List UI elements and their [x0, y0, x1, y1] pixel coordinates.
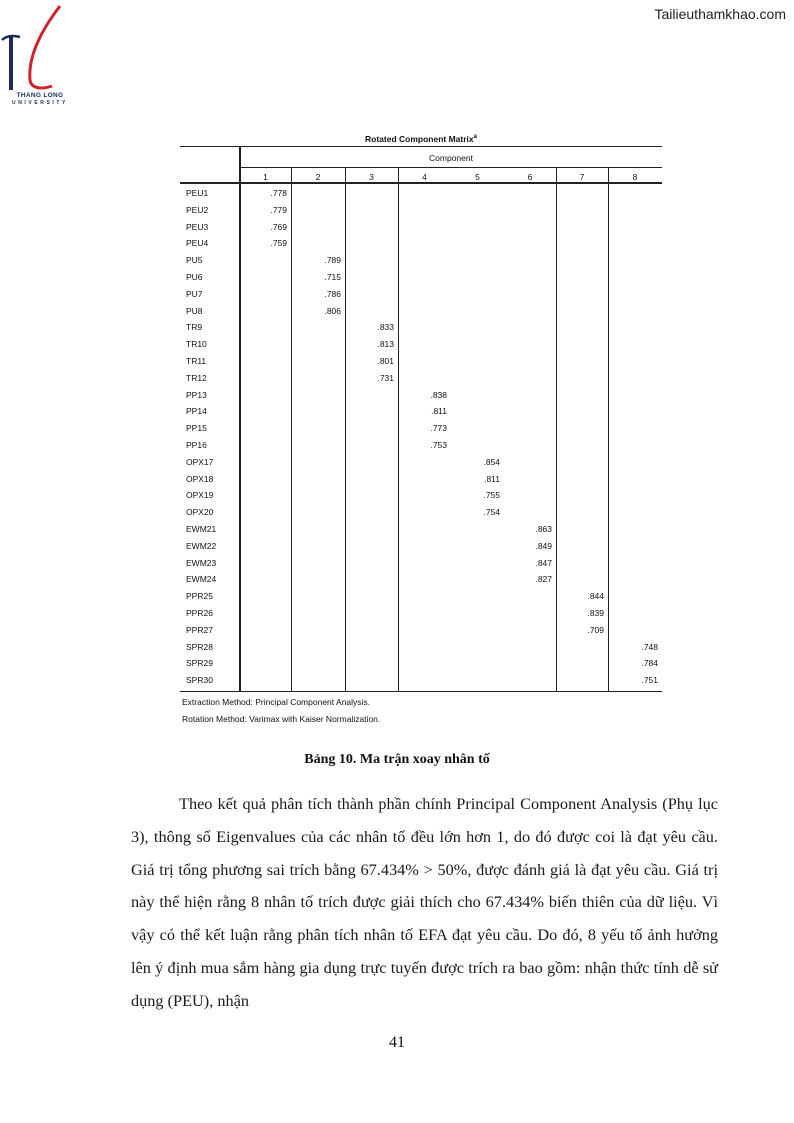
row-label: PEU1: [186, 188, 209, 198]
loading-value: .806: [324, 305, 341, 316]
body-paragraph: Theo kết quả phân tích thành phần chính Principal Component Analysis (Phụ lục 3), thông số Eigenvalues của các nhân tố đều lớn hơn 1, do đó được coi là đạt yêu cầu. Giá trị tổng phương sai trích bằng 67.434% > 50%, được đánh giá là đạt yêu cầu. Giá trị này thể hiện rằng 8 nhân tố trích được giải thích cho 67.434% biến thiên của dữ liệu. Vì vậy có thể kết luận rằng phân tích nhân tố EFA đạt yêu cầu. Do đó, 8 yếu tố ảnh hưởng lên ý định mua sắm hàng gia dụng trực tuyến được trích ra bao gồm: nhận thức tính dễ sử dụng (PEU), nhận: [131, 794, 718, 1010]
row-label: EWM21: [186, 524, 217, 534]
table-top-rule: [180, 146, 662, 147]
loading-value: .754: [483, 507, 500, 518]
column-header: 3: [369, 172, 374, 182]
loading-value: .778: [270, 188, 287, 198]
row-label: PU7: [186, 288, 203, 299]
column-header: 1: [263, 172, 268, 182]
column-divider: [291, 168, 292, 691]
loading-value: .784: [641, 658, 658, 669]
row-label: SPR29: [186, 658, 213, 669]
column-divider: [398, 168, 399, 691]
loading-value: .753: [430, 440, 447, 450]
logo-mark-icon: [0, 2, 80, 92]
row-label: TR9: [186, 322, 203, 333]
row-label: PP13: [186, 389, 207, 400]
loading-value: .715: [324, 272, 341, 282]
loading-value: .811: [484, 473, 500, 484]
watermark-text: Tailieuthamkhao.com: [654, 6, 786, 22]
loading-value: .709: [587, 624, 604, 635]
row-label: OPX18: [186, 473, 214, 484]
loading-value: .839: [587, 608, 604, 618]
row-label: PEU3: [186, 221, 209, 232]
column-header: 5: [475, 172, 480, 182]
loading-value: .863: [535, 524, 552, 534]
table-title: Rotated Component Matrix$^a$: [365, 134, 477, 144]
loading-value: .844: [587, 591, 604, 602]
row-label: EWM24: [186, 574, 217, 585]
loading-value: .789: [324, 255, 341, 266]
university-logo: [0, 2, 80, 106]
loading-value: .786: [324, 288, 341, 299]
column-header: 6: [527, 172, 533, 182]
row-label: PP14: [186, 406, 207, 417]
logo-subtitle: UNIVERSITY: [11, 100, 68, 106]
column-divider: [556, 168, 557, 691]
loading-value: .811: [431, 406, 447, 417]
loading-value: .779: [270, 204, 287, 215]
row-label: SPR28: [186, 641, 213, 652]
stub-divider: [239, 146, 241, 691]
loading-value: .813: [377, 339, 394, 350]
row-label: PP16: [186, 440, 207, 450]
loading-value: .751: [641, 675, 658, 686]
loading-value: .731: [377, 372, 394, 383]
loading-value: .759: [270, 238, 287, 249]
loading-value: .748: [641, 641, 658, 652]
row-label: TR12: [186, 372, 207, 383]
page-number: 41: [389, 1034, 405, 1051]
row-label: PU5: [186, 255, 203, 266]
column-divider: [608, 168, 609, 691]
row-label: PP15: [186, 423, 207, 434]
row-label: SPR30: [186, 675, 213, 686]
row-label: TR11: [186, 356, 207, 366]
row-label: OPX20: [186, 507, 214, 518]
row-label: PU6: [186, 272, 203, 282]
loading-value: .801: [377, 356, 394, 366]
logo-name: THANG LONG: [16, 92, 64, 99]
row-label: PPR26: [186, 608, 213, 618]
loading-value: .847: [535, 557, 552, 568]
table-caption: Bảng 10. Ma trận xoay nhân tố: [304, 752, 490, 767]
column-header: 7: [579, 172, 585, 182]
loading-value: .849: [535, 540, 552, 551]
column-header: 8: [632, 172, 638, 182]
component-header: Component: [429, 153, 473, 163]
row-label: OPX17: [186, 456, 214, 467]
row-label: PEU4: [186, 238, 209, 249]
row-label: PU8: [186, 305, 203, 316]
row-label: PPR27: [186, 624, 213, 635]
loading-value: .854: [483, 456, 500, 467]
table-footnote: Extraction Method: Principal Component Analysis.: [182, 697, 371, 707]
loading-value: .773: [430, 423, 447, 434]
row-label: OPX19: [186, 490, 214, 501]
loading-value: .838: [430, 389, 447, 400]
body-bottom-rule: [180, 691, 662, 692]
table-footnote: Rotation Method: Varimax with Kaiser Normalization.: [182, 714, 381, 724]
row-label: TR10: [186, 339, 207, 350]
row-label: PPR25: [186, 591, 213, 602]
column-header: 2: [315, 172, 321, 182]
loading-value: .755: [483, 490, 500, 501]
header-rule: [180, 182, 662, 184]
rotated-component-matrix: [180, 134, 662, 724]
row-label: EWM22: [186, 540, 217, 551]
row-label: PEU2: [186, 204, 209, 215]
loading-value: .827: [535, 574, 552, 585]
row-label: EWM23: [186, 557, 217, 568]
loading-value: .769: [270, 221, 287, 232]
column-divider: [345, 168, 346, 691]
column-header: 4: [422, 172, 427, 182]
loading-value: .833: [377, 322, 394, 333]
component-rule: [240, 167, 662, 168]
